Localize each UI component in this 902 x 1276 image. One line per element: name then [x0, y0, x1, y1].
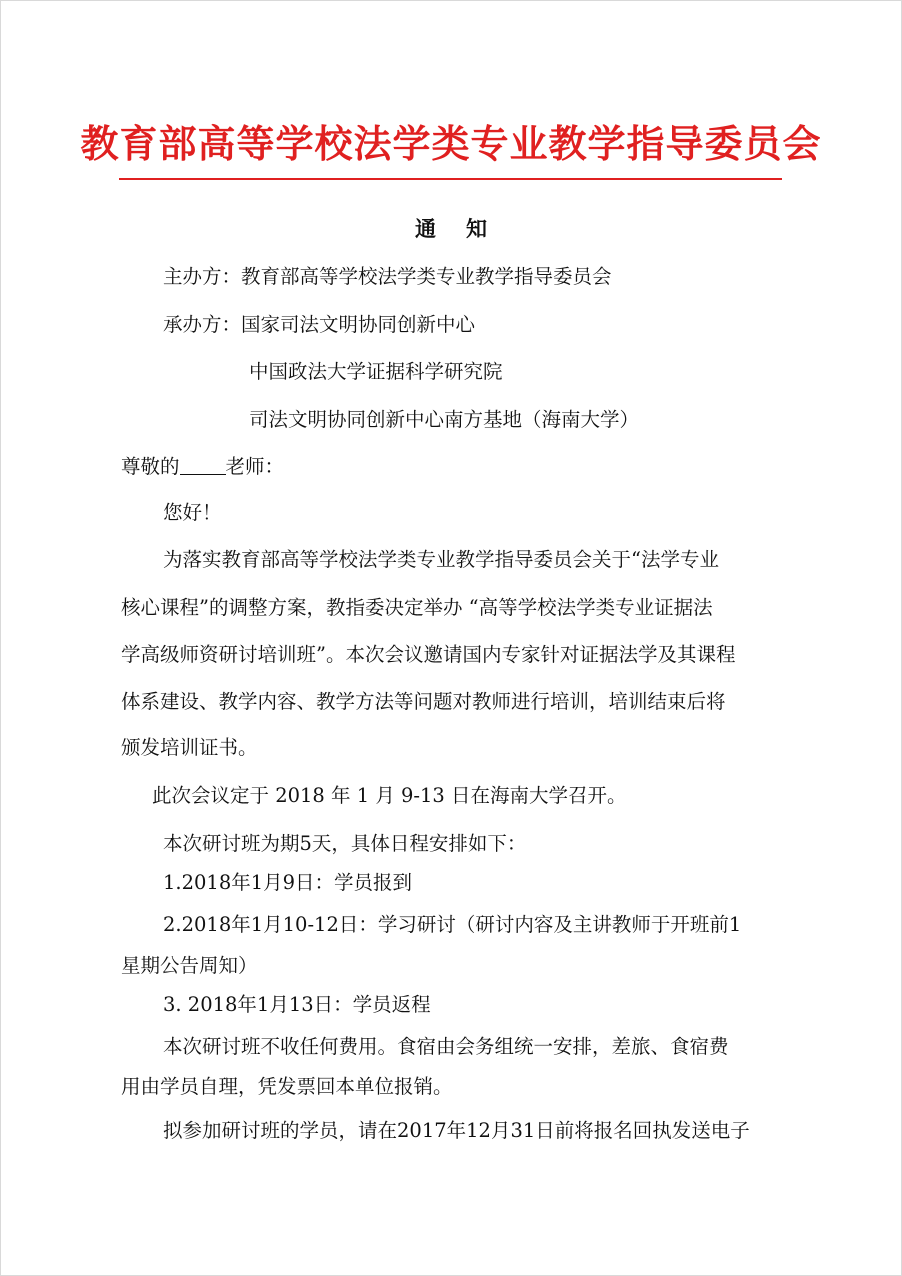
registration-line: 拟参加研讨班的学员，请在2017年12月31日前将报名回执发送电子: [163, 1119, 750, 1142]
co-organizer-line: [163, 310, 475, 340]
salutation-prefix: 尊敬的: [121, 455, 180, 478]
letterhead-red-rule: [119, 178, 782, 180]
body-line: 体系建设、教学内容、教学方法等问题对教师进行培训，培训结束后将: [121, 690, 726, 713]
salutation-blank: [180, 454, 226, 475]
body-line: 学高级师资研讨培训班”。本次会议邀请国内专家针对证据法学及其课程: [121, 643, 736, 666]
organizer-line: [163, 262, 612, 292]
organizer-name: 教育部高等学校法学类专业教学指导委员会: [241, 265, 612, 288]
notice-title: 通知: [415, 216, 517, 241]
body-line: 核心课程”的调整方案，教指委决定举办 “高等学校法学类专业证据法: [121, 596, 713, 619]
organizer-label: 主办方：: [163, 265, 242, 288]
schedule-item-2-cont: 星期公告周知）: [121, 954, 258, 977]
schedule-item-3: 3. 2018年1月13日：学员返程: [163, 993, 431, 1016]
schedule-item-1: 1.2018年1月9日：学员报到: [163, 871, 413, 894]
co-organizer-name-3: 司法文明协同创新中心南方基地（海南大学）: [249, 408, 640, 431]
salutation: [121, 452, 284, 482]
co-organizer-name-1: 国家司法文明协同创新中心: [241, 313, 476, 336]
fees-line: 本次研讨班不收任何费用。食宿由会务组统一安排，差旅、食宿费: [163, 1035, 729, 1058]
body-line: 为落实教育部高等学校法学类专业教学指导委员会关于“法学专业: [163, 548, 719, 571]
salutation-suffix: 老师：: [225, 455, 285, 478]
greeting: 您好！: [163, 501, 222, 524]
meeting-date-line: 此次会议定于 2018 年 1 月 9-13 日在海南大学召开。: [152, 784, 627, 807]
schedule-item-2: 2.2018年1月10-12日：学习研讨（研讨内容及主讲教师于开班前1: [163, 913, 742, 936]
body-line: 颁发培训证书。: [121, 736, 258, 759]
fees-line-cont: 用由学员自理，凭发票回本单位报销。: [121, 1075, 453, 1098]
letterhead-title: 教育部高等学校法学类专业教学指导委员会: [80, 121, 822, 166]
schedule-intro: 本次研讨班为期5天，具体日程安排如下：: [163, 832, 527, 855]
co-organizer-label: 承办方：: [163, 313, 242, 336]
co-organizer-name-2: 中国政法大学证据科学研究院: [249, 360, 503, 383]
